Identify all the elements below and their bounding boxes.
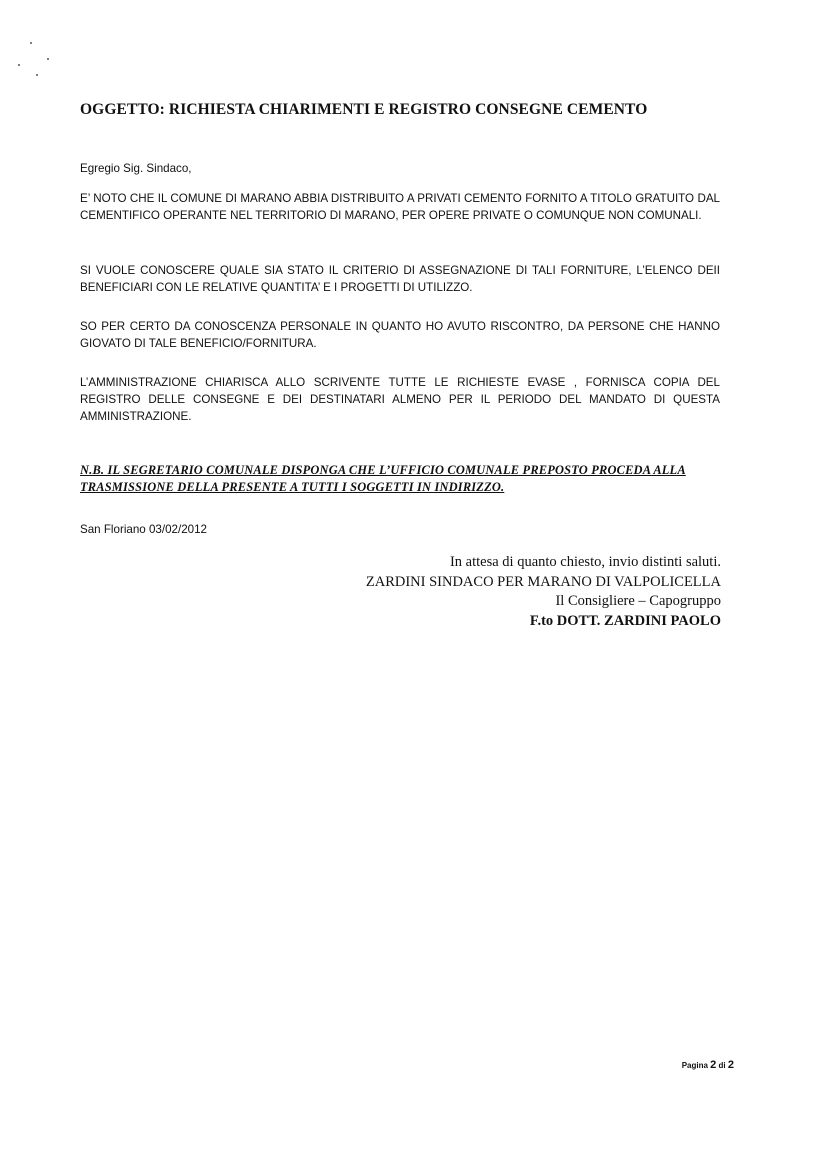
role-line: Il Consigliere – Capogruppo bbox=[555, 593, 721, 609]
paragraph-personal-knowledge: SO PER CERTO DA CONOSCENZA PERSONALE IN QUANTO HO AVUTO RISCONTRO, DA PERSONE CHE HANNO GIOVATO DI TALE BENEFICIO/FORNITURA. bbox=[80, 320, 720, 350]
scan-speck bbox=[47, 58, 49, 60]
page-label: Pagina bbox=[681, 1061, 708, 1070]
closing-line: In attesa di quanto chiesto, invio distinti saluti. bbox=[449, 554, 721, 570]
addressee-line: ZARDINI SINDACO PER MARANO DI VALPOLICELLA bbox=[365, 573, 721, 590]
scan-speck bbox=[18, 64, 20, 66]
of-label: di bbox=[718, 1061, 726, 1070]
paragraph-criteria-request: SI VUOLE CONOSCERE QUALE SIA STATO IL CRITERIO DI ASSEGNAZIONE DI TALI FORNITURE, L’ELENCO DEII BENEFICIARI CON LE RELATIVE QUANTITA’ E I PROGETTI DI UTILIZZO. bbox=[80, 264, 720, 294]
paragraph-distribution: E’ NOTO CHE IL COMUNE DI MARANO ABBIA DISTRIBUITO A PRIVATI CEMENTO FORNITO A TITOLO GRATUITO DAL CEMENTIFICO OPERANTE NEL TERRITORIO DI MARANO, PER OPERE PRIVATE O COMUNQUE NON COMUNALI. bbox=[80, 192, 720, 222]
scan-speck bbox=[36, 74, 38, 76]
total-pages: 2 bbox=[727, 1059, 734, 1071]
secretary-note: N.B. IL SEGRETARIO COMUNALE DISPONGA CHE L’UFFICIO COMUNALE PREPOSTO PROCEDA ALLA TRASMISSIONE DELLA PRESENTE A TUTTI I SOGGETTI IN INDIRIZZO. bbox=[80, 463, 686, 494]
greeting: Egregio Sig. Sindaco, bbox=[80, 162, 192, 175]
page-number bbox=[682, 1059, 734, 1071]
paragraph-administration-request: L’AMMINISTRAZIONE CHIARISCA ALLO SCRIVENTE TUTTE LE RICHIESTE EVASE , FORNISCA COPIA DEL REGISTRO DELLE CONSEGNE E DEI DESTINATARI ALMENO PER IL PERIODO DEL MANDATO DI QUESTA AMMINISTRAZIONE. bbox=[80, 376, 720, 423]
document-subject: OGGETTO: RICHIESTA CHIARIMENTI E REGISTRO CONSEGNE CEMENTO bbox=[80, 101, 648, 118]
signer-name: F.to DOTT. ZARDINI PAOLO bbox=[529, 612, 721, 629]
signature-block bbox=[366, 553, 721, 631]
place-date: San Floriano 03/02/2012 bbox=[80, 523, 207, 536]
current-page: 2 bbox=[710, 1059, 717, 1071]
scan-speck bbox=[30, 42, 32, 44]
